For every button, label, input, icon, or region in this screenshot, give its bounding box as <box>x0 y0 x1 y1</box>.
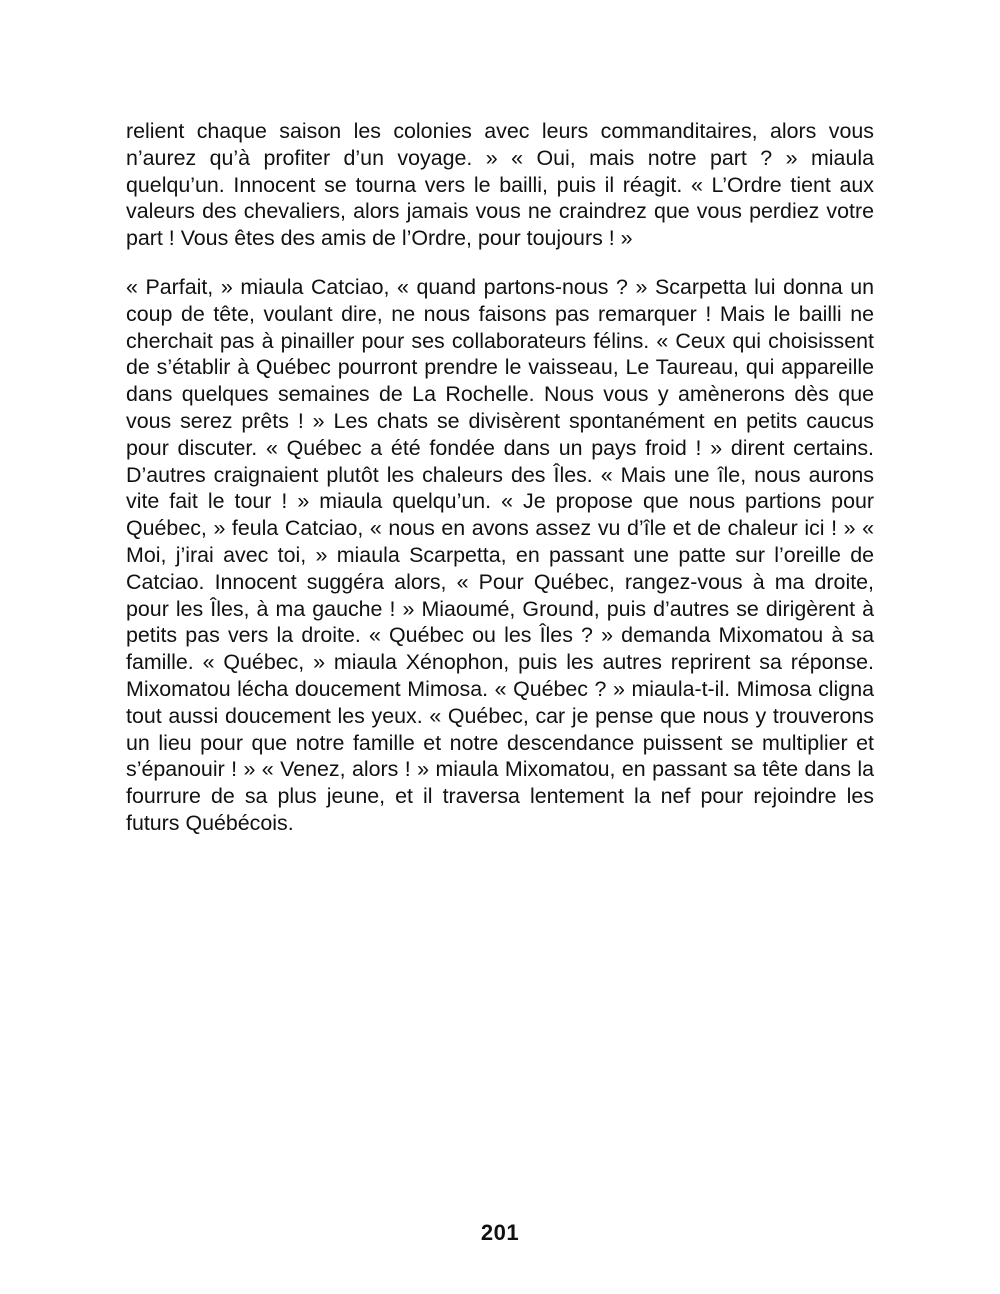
page-body <box>126 118 874 837</box>
page-number: 201 <box>480 1220 520 1245</box>
paragraph-2: « Parfait, » miaula Catciao, « quand partons-nous ? » Scarpetta lui donna un coup de tête, voulant dire, ne nous faisons pas remarquer ! Mais le bailli ne cherchait pas à pinailler pour ses collaborateurs félins. « Ceux qui choisissent de s’établir à Québec pourront prendre le vaisseau, Le Taureau, qui appareille dans quelques semaines de La Rochelle. Nous vous y amènerons dès que vous serez prêts ! » Les chats se divisèrent spontanément en petits caucus pour discuter. « Québec a été fondée dans un pays froid ! » dirent certains. D’autres craignaient plutôt les chaleurs des Îles. « Mais une île, nous aurons vite fait le tour ! » miaula quelqu’un. « Je propose que nous partions pour Québec, » feula Catciao, « nous en avons assez vu d’île et de chaleur ici ! » « Moi, j’irai avec toi, » miaula Scarpetta, en passant une patte sur l’oreille de Catciao. Innocent suggéra alors, « Pour Québec, rangez-vous à ma droite, pour les Îles, à ma gauche ! » Miaoumé, Ground, puis d’autres se dirigèrent à petits pas vers la droite. « Québec ou les Îles ? » demanda Mixomatou à sa famille. « Québec, » miaula Xénophon, puis les autres reprirent sa réponse. Mixomatou lécha doucement Mimosa. « Québec ? » miaula-t-il. Mimosa cligna tout aussi doucement les yeux. « Québec, car je pense que nous y trouverons un lieu pour que notre famille et notre descendance puissent se multiplier et s’épanouir ! » « Venez, alors ! » miaula Mixomatou, en passant sa tête dans la fourrure de sa plus jeune, et il traversa lentement la nef pour rejoindre les futurs Québécois. <box>126 274 874 835</box>
paragraph-1: relient chaque saison les colonies avec leurs commanditaires, alors vous n’aurez qu’à profiter d’un voyage. » « Oui, mais notre part ? » miaula quelqu’un. Innocent se tourna vers le bailli, puis il réagit. « L’Ordre tient aux valeurs des chevaliers, alors jamais vous ne craindrez que vous perdiez votre part ! Vous êtes des amis de l’Ordre, pour toujours ! » <box>126 119 874 251</box>
